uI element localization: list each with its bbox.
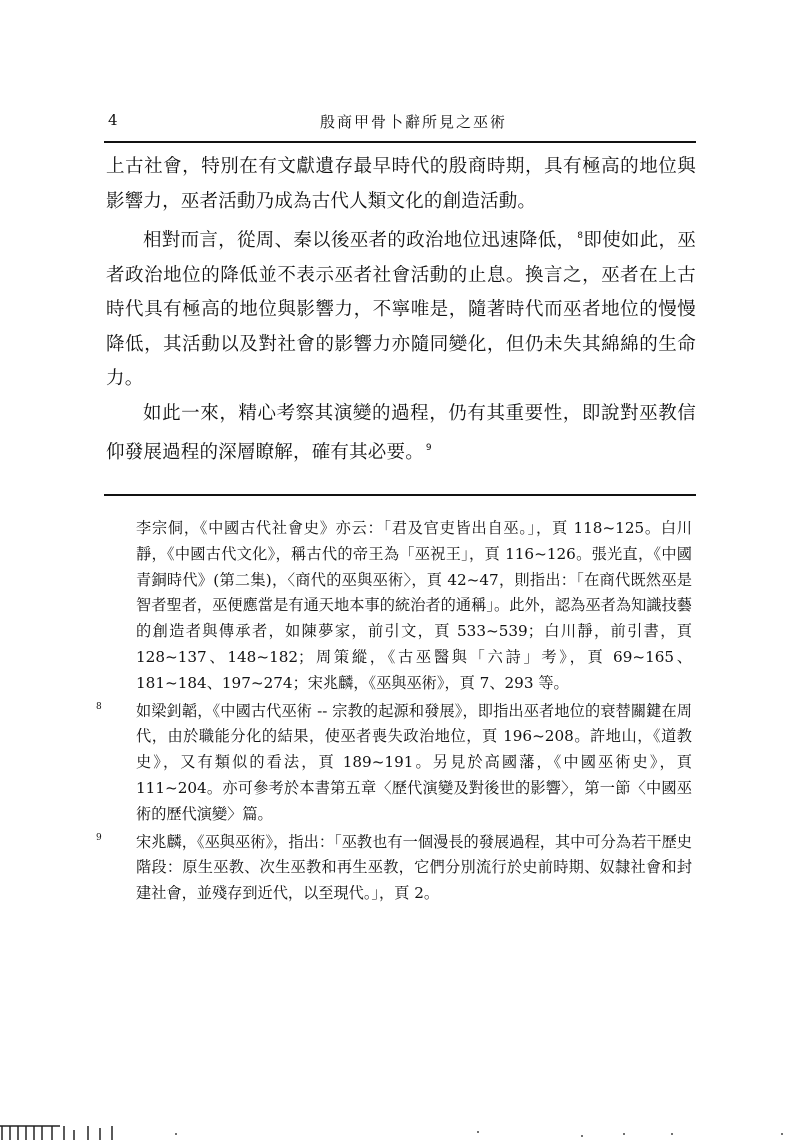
paragraph-text: 相對而言，從周、秦以後巫者的政治地位迅速降低， — [143, 230, 576, 251]
paragraph-text: 如此一來，精心考察其演變的過程，仍有其重要性，即說對巫教信仰發展過程的深層瞭解，確有其必要。 — [106, 402, 696, 463]
footnote-rule — [104, 494, 696, 496]
footnote — [96, 830, 692, 907]
scan-edge-marks — [0, 1124, 797, 1142]
paragraph-text-tail: 即使如此，巫者政治地位的降低並不表示巫者社會活動的止息。換言之，巫者在上古時代具有極高的地位與影響力，不寧唯是，隨著時代而巫者地位的慢慢降低，其活動以及對社會的影響力亦隨同變化，但仍未失其綿綿的生命力。 — [106, 230, 697, 389]
paragraph — [106, 150, 696, 219]
footnote-text: 如梁釗韜，《中國古代巫術 -- 宗教的起源和發展》，即指出巫者地位的衰替關鍵在周代，由於職能分化的結果，使巫者喪失政治地位，頁 196~208。許地山，《道教史》，又有類似的看法，頁 189~191。另見於高國藩，《中國巫術史》，頁 111~204。亦可參考於本書第五章〈歷代演變及對後世的影響〉，第一節〈中國巫術的歷代演變〉篇。 — [136, 701, 692, 823]
paragraph-text: 上古社會，特別在有文獻遺存最早時代的殷商時期，具有極高的地位與影響力，巫者活動乃成為古代人類文化的創造活動。 — [106, 156, 696, 212]
footnote-ref[interactable]: 9 — [425, 443, 432, 453]
paragraph — [106, 219, 696, 397]
main-text — [106, 150, 696, 471]
footnote-ref[interactable]: 8 — [577, 231, 584, 241]
footnote-text: 宋兆麟，《巫與巫術》，指出：「巫教也有一個漫長的發展過程，其中可分為若干歷史階段：原生巫教、次生巫教和再生巫教，它們分別流行於史前時期、奴隸社會和封建社會，並殘存到近代，以至現代。」，頁 2。 — [136, 832, 692, 903]
footnote-text: 李宗侗，《中國古代社會史》亦云：「君及官吏皆出自巫。」，頁 118~125。白川靜，《中國古代文化》，稱古代的帝王為「巫祝王」，頁 116~126。張光直，《中國青銅時代》(第二集)，〈商代的巫與巫術〉，頁 42~47，則指出：「在商代既然巫是智者聖者，巫便應當是有通天地本事的統治者的通稱」。此外，認為巫者為知識技藝的創造者與傳承者，如陳夢家，前引文，頁 533~539；白川靜，前引書，頁 128~137、148~182；周策縱，《古巫醫與「六詩」考》，頁 69~165、181~184、197~274；宋兆麟，《巫與巫術》，頁 7、293 等。 — [136, 519, 692, 692]
footnote-number: 9 — [96, 832, 102, 843]
paragraph — [106, 397, 696, 471]
header-rule — [104, 141, 696, 143]
footnote — [96, 699, 692, 828]
footnotes — [96, 516, 692, 909]
footnote-number: 8 — [96, 701, 102, 712]
page-number: 4 — [108, 111, 118, 129]
running-title: 殷商甲骨卜辭所見之巫術 — [320, 113, 508, 131]
footnote — [136, 516, 692, 697]
